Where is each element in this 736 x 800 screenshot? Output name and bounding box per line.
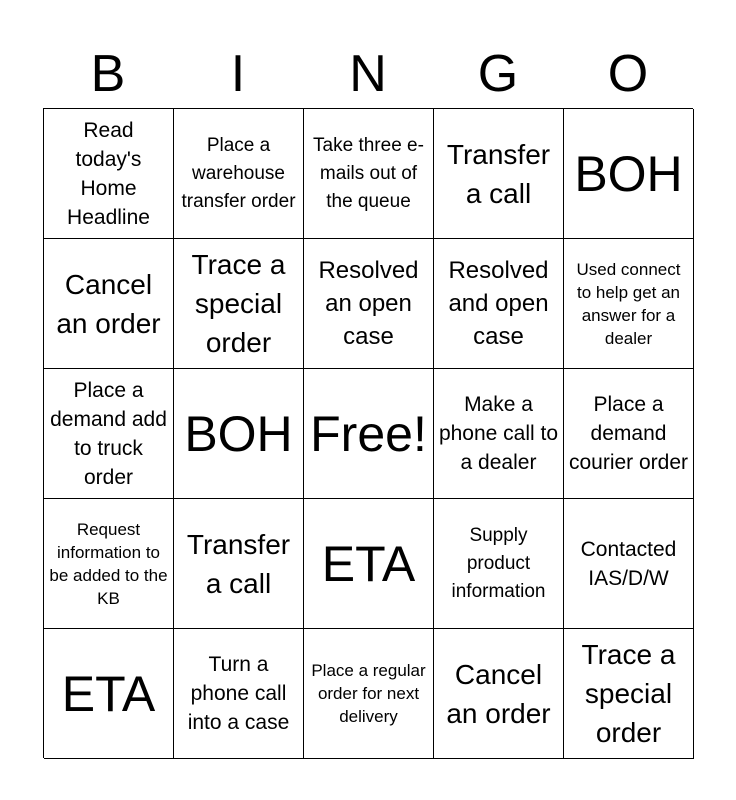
bingo-cell-r2-c1[interactable] [44,239,174,369]
bingo-cell-r2-c4[interactable] [434,239,564,369]
bingo-cell-r3-c4[interactable] [434,369,564,499]
bingo-cell-text: Cancel an order [446,658,551,729]
bingo-cell-text: ETA [321,535,416,592]
header-letter-i: I [230,45,246,103]
bingo-cell-r1-c3[interactable] [304,109,434,239]
bingo-cell-r4-c4[interactable] [434,499,564,629]
bingo-cell-text: Read today's Home Headline [67,118,150,229]
bingo-cell-text: Place a warehouse transfer order [181,134,296,212]
bingo-cell-text: Trace a special order [581,639,676,748]
bingo-cell-r4-c2[interactable] [174,499,304,629]
bingo-cell-text: Trace a special order [191,249,286,358]
bingo-cell-r2-c3[interactable] [304,239,434,369]
bingo-cell-text: Turn a phone call into a case [187,653,290,734]
bingo-cell-text: BOH [184,405,293,462]
bingo-cell-r1-c1[interactable] [44,109,174,239]
bingo-cell-r4-c1[interactable] [44,499,174,629]
bingo-cell-text: Resolved an open case [318,257,419,350]
bingo-board [43,108,693,758]
bingo-cell-text: Request information to be added to the KB [49,519,168,608]
bingo-cell-r2-c5[interactable] [564,239,694,369]
bingo-cell-text: Resolved and open case [448,257,549,350]
bingo-cell-r1-c4[interactable] [434,109,564,239]
bingo-cell-text: Free! [310,405,427,462]
bingo-cell-r5-c4[interactable] [434,629,564,759]
bingo-cell-r4-c5[interactable] [564,499,694,629]
bingo-cell-text: Place a demand add to truck order [50,378,167,489]
header-letter-o: O [607,45,649,103]
bingo-cell-r5-c5[interactable] [564,629,694,759]
bingo-cell-r5-c2[interactable] [174,629,304,759]
bingo-cell-text: Contacted IAS/D/W [580,537,677,590]
bingo-cell-r3-c5[interactable] [564,369,694,499]
bingo-cell-text: Supply product information [451,524,546,602]
bingo-cell-r5-c3[interactable] [304,629,434,759]
bingo-cell-r3-c1[interactable] [44,369,174,499]
bingo-cell-text: ETA [61,665,156,722]
header-letter-n: N [349,45,387,103]
bingo-cell-r1-c2[interactable] [174,109,304,239]
bingo-cell-text: Place a regular order for next delivery [311,661,426,726]
header-letter-g: G [477,45,519,103]
bingo-cell-text: BOH [574,145,683,202]
bingo-cell-text: Transfer a call [446,138,551,209]
bingo-free-space[interactable] [304,369,434,499]
bingo-cell-text: Cancel an order [56,268,161,339]
bingo-cell-r3-c2[interactable] [174,369,304,499]
bingo-cell-r1-c5[interactable] [564,109,694,239]
bingo-header [43,40,693,108]
bingo-cell-text: Used connect to help get an answer for a dealer [576,259,681,348]
bingo-cell-text: Take three e-mails out of the queue [313,134,424,212]
bingo-cell-r4-c3[interactable] [304,499,434,629]
bingo-cell-text: Transfer a call [186,528,291,599]
bingo-cell-text: Place a demand courier order [568,393,689,474]
bingo-cell-text: Make a phone call to a dealer [438,393,559,474]
header-letter-b: B [90,45,126,103]
bingo-cell-r2-c2[interactable] [174,239,304,369]
bingo-cell-r5-c1[interactable] [44,629,174,759]
